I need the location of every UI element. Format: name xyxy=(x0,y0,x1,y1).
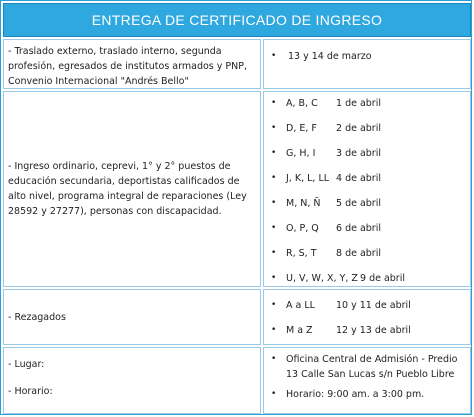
table-title: ENTREGA DE CERTIFICADO DE INGRESO xyxy=(3,3,471,37)
date-item: • D, E, F 2 de abril xyxy=(264,121,470,146)
row-1-description xyxy=(3,39,261,89)
date-item: • J, K, L, LL 4 de abril xyxy=(264,171,470,196)
row-1-dates xyxy=(263,39,471,89)
date-item: • O, P, Q 6 de abril xyxy=(264,221,470,246)
row-4-labels xyxy=(3,347,261,414)
date-item: • R, S, T 8 de abril xyxy=(264,246,470,271)
row-4-details xyxy=(263,347,471,414)
row-1-text: - Traslado externo, traslado interno, segunda profesión, egresados de institutos armados y PNP, Convenio Internacional "Andrés Bello" xyxy=(8,46,247,87)
horario-label: - Horario: xyxy=(8,386,53,397)
lugar-value: • Oficina Central de Admisión - Predio 13 Calle San Lucas s/n Pueblo Libre xyxy=(264,352,470,382)
date-item: • A, B, C 1 de abril xyxy=(264,96,470,121)
date-item: • M, N, Ñ 5 de abril xyxy=(264,196,470,221)
date-item: • M a Z 12 y 13 de abril xyxy=(264,323,470,348)
row-2-dates xyxy=(263,91,471,287)
horario-value: • Horario: 9:00 am. a 3:00 pm. xyxy=(264,387,470,402)
date-item: • G, H, I 3 de abril xyxy=(264,146,470,171)
date-item: • 13 y 14 de marzo xyxy=(264,49,470,64)
date-item: • A a LL 10 y 11 de abril xyxy=(264,298,470,323)
row-3-description xyxy=(3,289,261,345)
lugar-label: - Lugar: xyxy=(8,359,45,370)
row-2-text: - Ingreso ordinario, ceprevi, 1° y 2° puestos de educación secundaria, deportistas calificados de alto nivel, programa integral de reparaciones (Ley 28592 y 27277), personas con discapacidad. xyxy=(8,161,247,217)
row-3-text: - Rezagados xyxy=(8,311,66,323)
row-3-dates xyxy=(263,289,471,345)
date-item: • U, V, W, X, Y, Z 9 de abril xyxy=(264,271,470,296)
row-2-description xyxy=(3,91,261,287)
